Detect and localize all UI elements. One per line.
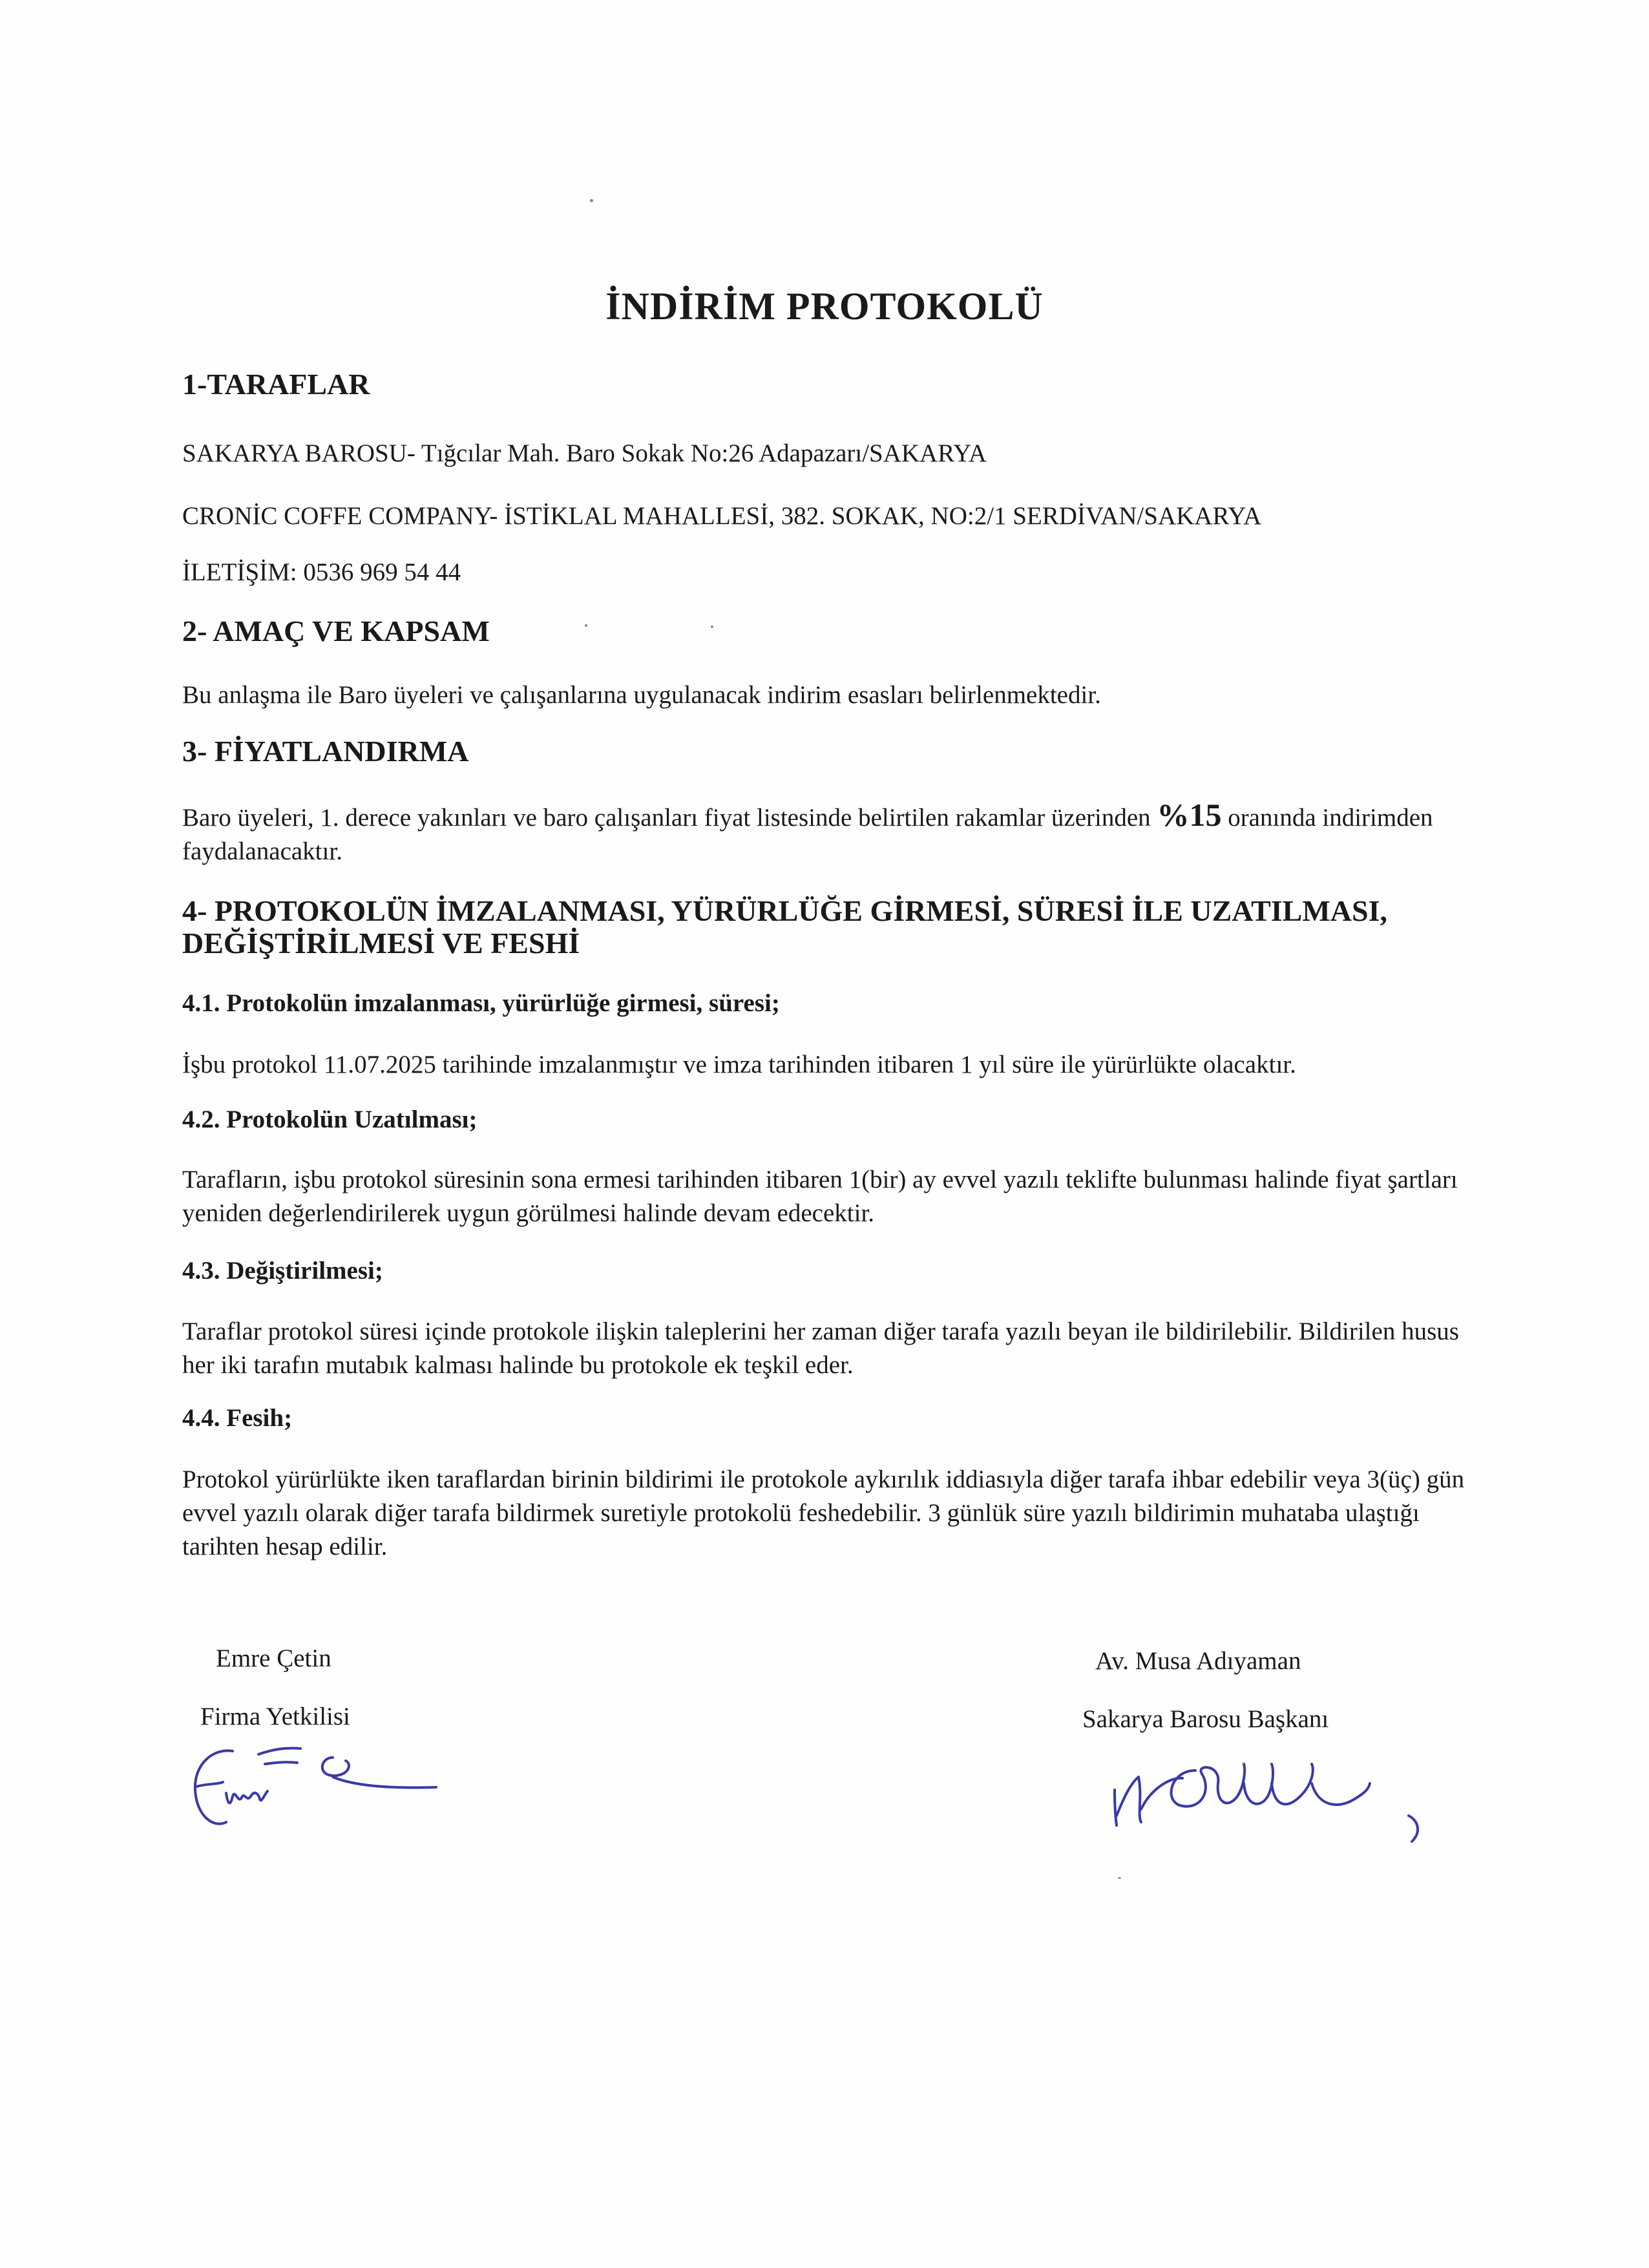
section-heading-taraflar: 1-TARAFLAR — [182, 368, 370, 401]
signatory-right-name: Av. Musa Adıyaman — [1095, 1647, 1301, 1675]
subsection-text-4-4: Protokol yürürlükte iken taraflardan birinin bildirimi ile protokole aykırılık iddiasıyla diğer tarafa ihbar edebilir veya 3(üç) gün evvel yazılı olarak diğer tarafa bildirmek suretiyle protokolü feshedebilir. 3 günlük süre yazılı bildirimin muhataba ulaştığı tarihten hesap edilir. — [182, 1465, 1465, 1560]
amac-text: Bu anlaşma ile Baro üyeleri ve çalışanlarına uygulanacak indirim esasları belirlenmektedir. — [182, 681, 1101, 709]
subsection-heading-4-2: 4.2. Protokolün Uzatılması; — [182, 1106, 478, 1133]
discount-percent: %15 — [1157, 797, 1222, 833]
scan-speck — [1118, 1877, 1121, 1879]
fiyatlandirma-text — [182, 798, 1481, 868]
signature-left-image — [187, 1732, 446, 1842]
subsection-text-4-1: İşbu protokol 11.07.2025 tarihinde imzalanmıştır ve imza tarihinden itibaren 1 yıl süre ile yürürlükte olacaktır. — [182, 1051, 1296, 1078]
contact-info: İLETİŞİM: 0536 969 54 44 — [182, 558, 461, 586]
subsection-heading-4-1: 4.1. Protokolün imzalanması, yürürlüğe girmesi, süresi; — [182, 989, 780, 1017]
subsection-text-4-3: Taraflar protokol süresi içinde protokole ilişkin taleplerini her zaman diğer tarafa yazılı beyan ile bildirilebilir. Bildirilen husus her iki tarafın mutabık kalması halinde bu protokole ek teşkil eder. — [182, 1318, 1459, 1379]
subsection-text-4-2: Tarafların, işbu protokol süresinin sona ermesi tarihinden itibaren 1(bir) ay evvel yazılı teklifte bulunması halinde fiyat şartları yeniden değerlendirilerek uygun görülmesi halinde devam edecektir. — [182, 1166, 1458, 1227]
signature-right-image — [1098, 1745, 1460, 1854]
signatory-left-name: Emre Çetin — [216, 1644, 331, 1672]
section-heading-amac: 2- AMAÇ VE KAPSAM — [182, 614, 490, 647]
party-company: CRONİC COFFE COMPANY- İSTİKLAL MAHALLESİ, 382. SOKAK, NO:2/1 SERDİVAN/SAKARYA — [182, 502, 1262, 530]
signatory-right-title: Sakarya Barosu Başkanı — [1082, 1705, 1329, 1733]
party-baro: SAKARYA BAROSU- Tığcılar Mah. Baro Sokak No:26 Adapazarı/SAKARYA — [182, 439, 987, 467]
document-title: İNDİRİM PROTOKOLÜ — [605, 285, 1044, 328]
scan-speck — [585, 624, 587, 627]
section-heading-protokol: 4- PROTOKOLÜN İMZALANMASI, YÜRÜRLÜĞE GİRMESİ, SÜRESİ İLE UZATILMASI, DEĞİŞTİRİLMESİ VE FESHİ — [182, 894, 1387, 960]
signatory-left-title: Firma Yetkilisi — [200, 1703, 350, 1730]
subsection-heading-4-3: 4.3. Değiştirilmesi; — [182, 1257, 383, 1285]
scan-speck — [711, 625, 713, 628]
subsection-heading-4-4: 4.4. Fesih; — [182, 1404, 293, 1432]
section-heading-fiyatlandirma: 3- FİYATLANDIRMA — [182, 735, 469, 768]
scan-speck — [590, 199, 593, 202]
fiyatlandirma-text-after: oranında indirimden faydalanacaktır. — [182, 804, 1433, 865]
fiyatlandirma-text-before: Baro üyeleri, 1. derece yakınları ve baro çalışanları fiyat listesinde belirtilen rakamlar üzerinden — [182, 804, 1151, 832]
